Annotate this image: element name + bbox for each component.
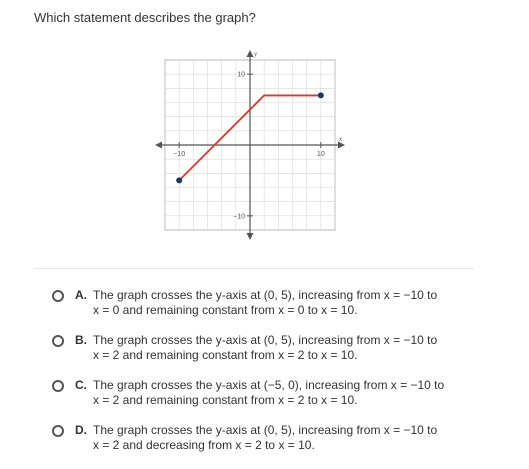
choice-letter: D. (75, 423, 87, 437)
choice-letter: A. (75, 288, 87, 302)
y-axis-arrow-up-icon (247, 50, 254, 57)
graph (153, 50, 353, 245)
x-axis-arrow-left-icon (155, 142, 162, 149)
choice-c[interactable] (52, 378, 482, 408)
choice-text-line: x = 2 and remaining constant from x = 2 to x = 10. (93, 348, 358, 362)
choice-text-line: The graph crosses the y-axis at (−5, 0), increasing from x = −10 to (93, 378, 445, 392)
radio-button-d[interactable] (52, 425, 64, 437)
question-text: Which statement describes the graph? (34, 10, 256, 25)
y-tick-label-neg: −10 (233, 213, 245, 221)
choice-text (93, 378, 444, 408)
graph-endpoint (176, 177, 182, 183)
choice-a[interactable] (52, 288, 482, 318)
choice-text (93, 288, 437, 318)
choice-letter: B. (75, 333, 87, 347)
y-axis-arrow-down-icon (247, 233, 254, 240)
choice-b[interactable] (52, 333, 482, 363)
choice-text-line: The graph crosses the y-axis at (0, 5), increasing from x = −10 to (93, 333, 438, 347)
choice-text (93, 423, 437, 453)
x-tick-label-pos: 10 (316, 151, 325, 158)
radio-button-a[interactable] (52, 290, 64, 302)
choice-text-line: x = 2 and remaining constant from x = 2 to x = 10. (93, 393, 358, 407)
choice-letter: C. (75, 378, 87, 392)
graph-endpoint (318, 92, 324, 98)
choice-text-line: x = 0 and remaining constant from x = 0 to x = 10. (93, 303, 358, 317)
graph-svg (153, 50, 353, 245)
choice-text-line: x = 2 and decreasing from x = 2 to x = 10. (93, 438, 315, 452)
x-tick-label-neg: −10 (173, 151, 186, 158)
y-axis-label: y (254, 50, 258, 58)
radio-button-c[interactable] (52, 380, 64, 392)
y-tick-label-pos: 10 (237, 71, 245, 79)
choice-text (93, 333, 437, 363)
radio-button-b[interactable] (52, 335, 64, 347)
choice-d[interactable] (52, 423, 482, 453)
x-axis-label: x (339, 135, 343, 143)
choice-text-line: The graph crosses the y-axis at (0, 5), increasing from x = −10 to (93, 288, 438, 302)
choice-text-line: The graph crosses the y-axis at (0, 5), increasing from x = −10 to (93, 423, 438, 437)
divider (34, 268, 474, 269)
